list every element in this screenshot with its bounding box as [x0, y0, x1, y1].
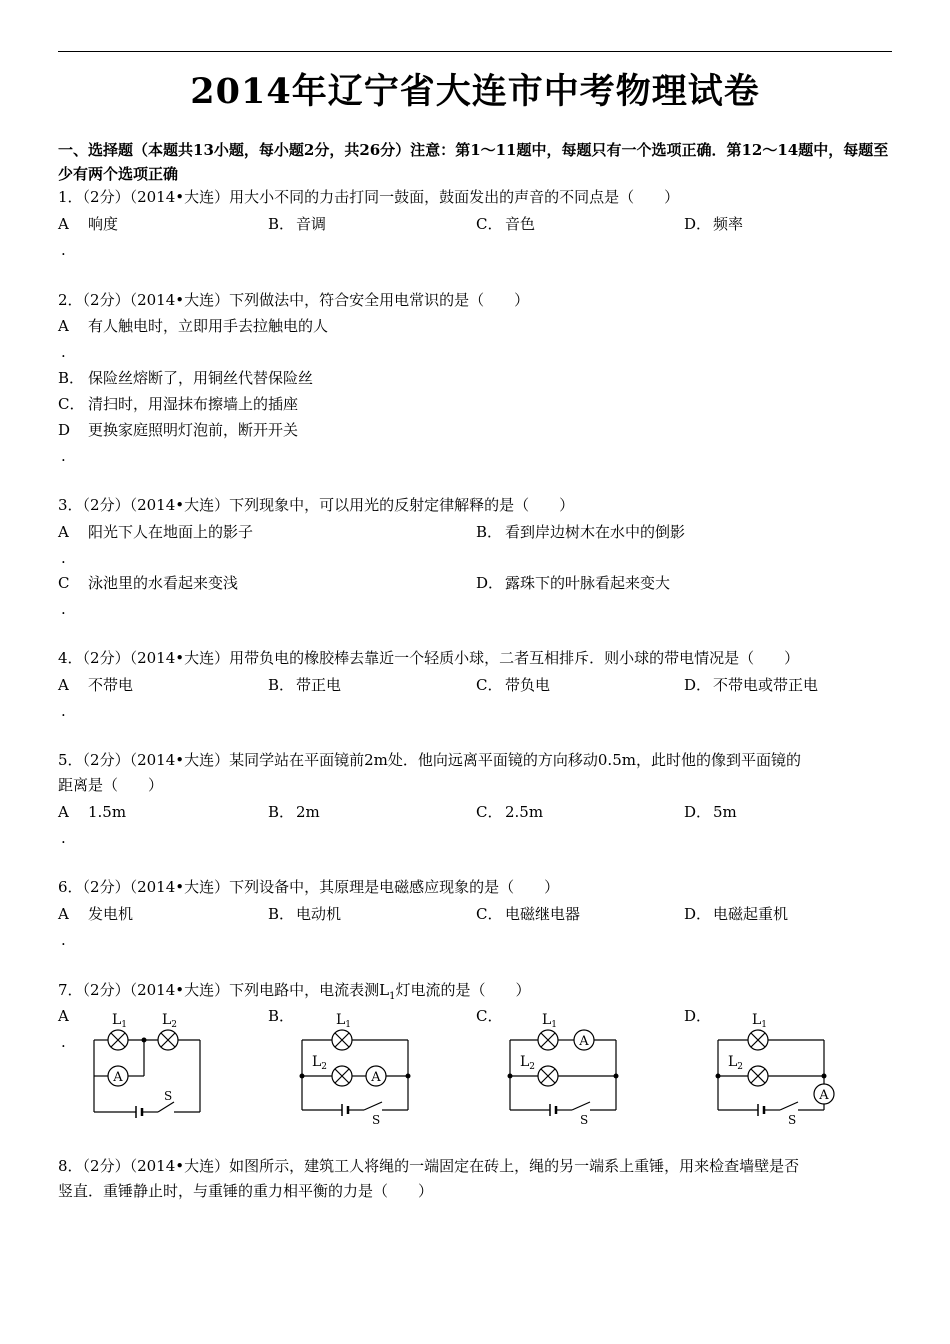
- q4-stem: 4．（2分）（2014•大连）用带负电的橡胶棒去靠近一个轻质小球，二者互相排斥．则小球的带电情况是（ ）: [58, 649, 800, 667]
- q5-stem-line2: 距离是（ ）: [58, 776, 164, 794]
- q6-option-d-label: D．: [684, 905, 712, 923]
- q3-option-a-label: A: [58, 523, 69, 541]
- q7-option-a-label: A: [58, 1007, 69, 1025]
- ammeter-icon: [814, 1084, 834, 1104]
- q2-option-c-label: C．: [58, 395, 85, 413]
- q2-option-a-label: A: [58, 317, 69, 335]
- lamp-l2-label: $L_2$: [728, 1054, 744, 1072]
- q5-stem-line1: 5．（2分）（2014•大连）某同学站在平面镜前2m处．他向远离平面镜的方向移动0.5m，此时他的像到平面镜的: [58, 751, 801, 769]
- lamp-l2-icon: [158, 1030, 178, 1050]
- q4-option-d: 不带电或带正电: [713, 676, 819, 694]
- q3-option-c: 泳池里的水看起来变浅: [88, 574, 239, 592]
- q6-dot: .: [61, 931, 66, 949]
- q4-option-c: 带负电: [505, 676, 551, 694]
- q7-stem-text: 7．（2分）（2014•大连）下列电路中，电流表测L: [58, 981, 390, 999]
- q8-stem-line2: 竖直．重锤静止时，与重锤的重力相平衡的力是（ ）: [58, 1182, 434, 1200]
- q5-option-b: 2m: [296, 803, 320, 821]
- q3-dot-a: .: [61, 549, 66, 567]
- q7-option-d-label: D．: [684, 1007, 712, 1025]
- q7-circuit-b: [290, 1004, 420, 1126]
- q7-option-b-label: B．: [268, 1007, 295, 1025]
- ammeter-label: A: [579, 1034, 589, 1049]
- junction-dot: [142, 1038, 147, 1043]
- lamp-l2-label: $L_2$: [162, 1012, 178, 1030]
- q2-stem: 2．（2分）（2014•大连）下列做法中，符合安全用电常识的是（ ）: [58, 291, 530, 309]
- ammeter-icon: [366, 1066, 386, 1086]
- q3-option-b: 看到岸边树木在水中的倒影: [505, 523, 686, 541]
- q2-dot-d: .: [61, 447, 66, 465]
- q3-stem: 3．（2分）（2014•大连）下列现象中，可以用光的反射定律解释的是（ ）: [58, 496, 575, 514]
- q1-option-b: 音调: [296, 215, 327, 233]
- lamp-l1-label: $L_1$: [752, 1012, 768, 1030]
- q3-option-a: 阳光下人在地面上的影子: [88, 523, 254, 541]
- q7-circuit-a: [80, 1004, 210, 1124]
- ammeter-label: A: [113, 1070, 123, 1085]
- lamp-l2-icon: [332, 1066, 352, 1086]
- q3-dot-c: .: [61, 600, 66, 618]
- q1-dot: .: [61, 241, 66, 259]
- q5-option-a: 1.5m: [88, 803, 127, 821]
- lamp-l1-label: $L_1$: [542, 1012, 558, 1030]
- q2-option-b-label: B．: [58, 369, 85, 387]
- q3-option-d-label: D．: [476, 574, 504, 592]
- q1-option-c: 音色: [505, 215, 536, 233]
- q5-option-a-label: A: [58, 803, 69, 821]
- q6-option-b: 电动机: [296, 905, 342, 923]
- q4-option-a-label: A: [58, 676, 69, 694]
- q7-stem-subscript: 1: [389, 991, 396, 1002]
- q7-circuit-d: [706, 1004, 846, 1126]
- q6-option-b-label: B．: [268, 905, 295, 923]
- q1-option-a-label: A: [58, 215, 69, 233]
- ammeter-label: A: [819, 1088, 829, 1103]
- lamp-l2-label: $L_2$: [312, 1054, 328, 1072]
- q1-stem: 1．（2分）（2014•大连）用大小不同的力击打同一鼓面，鼓面发出的声音的不同点是（ ）: [58, 188, 680, 206]
- q1-option-d: 频率: [713, 215, 744, 233]
- q6-stem: 6．（2分）（2014•大连）下列设备中，其原理是电磁感应现象的是（ ）: [58, 878, 560, 896]
- q3-option-c-label: C: [58, 574, 70, 592]
- q3-option-b-label: B．: [476, 523, 503, 541]
- lamp-l1-icon: [538, 1030, 558, 1050]
- top-rule: [58, 51, 892, 52]
- q2-option-b: 保险丝熔断了，用铜丝代替保险丝: [88, 369, 314, 387]
- q4-option-d-label: D．: [684, 676, 712, 694]
- q4-option-b-label: B．: [268, 676, 295, 694]
- junction-dot: [614, 1074, 619, 1079]
- junction-dot: [716, 1074, 721, 1079]
- page-title: 2014年辽宁省大连市中考物理试卷: [190, 71, 760, 112]
- q7-option-c-label: C．: [476, 1007, 503, 1025]
- q2-option-d: 更换家庭照明灯泡前，断开开关: [88, 421, 299, 439]
- q2-option-c: 清扫时，用湿抹布擦墙上的插座: [88, 395, 299, 413]
- section-heading: 一、选择题（本题共13小题，每小题2分，共26分）注意：第1～11题中，每题只有一个选项正确．第12～14题中，每题至少有两个选项正确: [58, 141, 889, 183]
- q5-option-d: 5m: [713, 803, 737, 821]
- q1-option-b-label: B．: [268, 215, 295, 233]
- ammeter-icon: [108, 1066, 128, 1086]
- ammeter-icon: [574, 1030, 594, 1050]
- lamp-l2-icon: [748, 1066, 768, 1086]
- ammeter-label: A: [371, 1070, 381, 1085]
- q6-option-a: 发电机: [88, 905, 134, 923]
- lamp-l1-icon: [748, 1030, 768, 1050]
- junction-dot: [300, 1074, 305, 1079]
- q5-option-b-label: B．: [268, 803, 295, 821]
- lamp-l2-icon: [538, 1066, 558, 1086]
- switch-label: S: [788, 1113, 797, 1126]
- q6-option-d: 电磁起重机: [713, 905, 789, 923]
- q3-option-d: 露珠下的叶脉看起来变大: [505, 574, 671, 592]
- q1-option-a: 响度: [88, 215, 119, 233]
- junction-dot: [508, 1074, 513, 1079]
- lamp-l2-label: $L_2$: [520, 1054, 536, 1072]
- q4-option-c-label: C．: [476, 676, 503, 694]
- switch-label: S: [372, 1113, 381, 1126]
- q2-option-d-label: D: [58, 421, 71, 439]
- junction-dot: [406, 1074, 411, 1079]
- lamp-l1-icon: [332, 1030, 352, 1050]
- lamp-l1-icon: [108, 1030, 128, 1050]
- q6-option-c-label: C．: [476, 905, 503, 923]
- switch-label: S: [580, 1113, 589, 1126]
- q7-circuit-c: [498, 1004, 628, 1126]
- q2-option-a: 有人触电时，立即用手去拉触电的人: [88, 317, 329, 335]
- q7-dot: .: [61, 1033, 66, 1051]
- q5-option-d-label: D．: [684, 803, 712, 821]
- lamp-l1-label: $L_1$: [112, 1012, 128, 1030]
- q4-option-a: 不带电: [88, 676, 134, 694]
- q1-option-c-label: C．: [476, 215, 503, 233]
- q6-option-c: 电磁继电器: [505, 905, 581, 923]
- lamp-l1-label: $L_1$: [336, 1012, 352, 1030]
- q1-option-d-label: D．: [684, 215, 712, 233]
- q6-option-a-label: A: [58, 905, 69, 923]
- q4-option-b: 带正电: [296, 676, 342, 694]
- q2-dot-a: .: [61, 343, 66, 361]
- q5-dot: .: [61, 829, 66, 847]
- switch-label: S: [164, 1089, 173, 1103]
- q8-stem-line1: 8．（2分）（2014•大连）如图所示，建筑工人将绳的一端固定在砖上，绳的另一端系上重锤，用来检查墙壁是否: [58, 1157, 800, 1175]
- q5-option-c-label: C．: [476, 803, 503, 821]
- q4-dot: .: [61, 702, 66, 720]
- junction-dot: [822, 1074, 827, 1079]
- q5-option-c: 2.5m: [505, 803, 544, 821]
- q7-stem: [58, 980, 530, 1007]
- q7-stem-tail: 灯电流的是（ ）: [395, 981, 531, 999]
